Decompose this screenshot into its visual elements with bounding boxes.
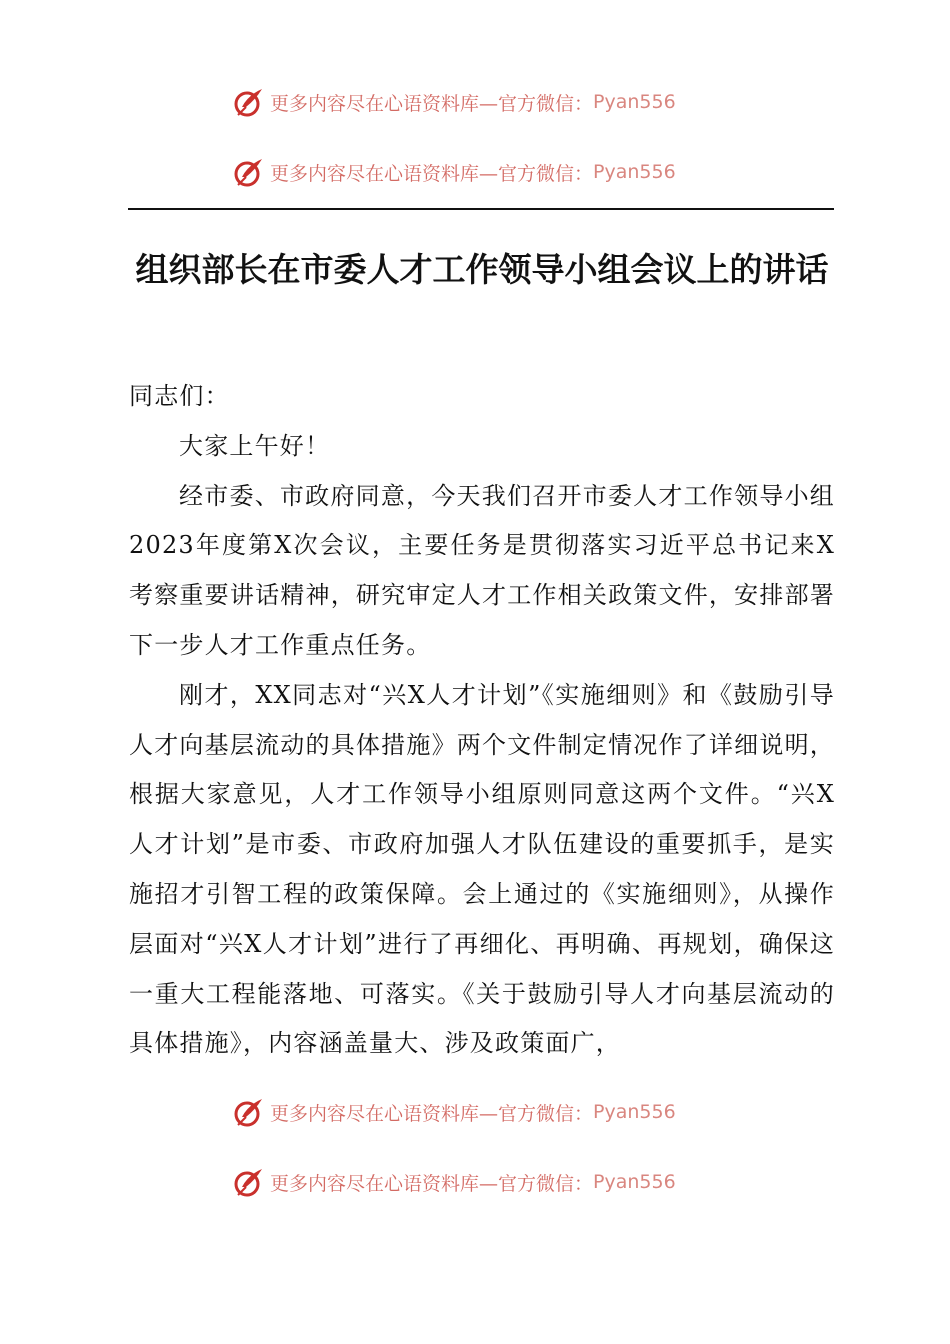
header-divider — [128, 208, 834, 210]
paragraph: 刚才，XX同志对“兴X人才计划”《实施细则》和《鼓励引导人才向基层流动的具体措施》两个文件制定情况作了详细说明，根据大家意见，人才工作领导小组原则同意这两个文件。“兴X人才计划”是市委、市政府加强人才队伍建设的重要抓手，是实施招才引智工程的政策保障。会上通过的《实施细则》，从操作层面对“兴X人才计划”进行了再细化、再明确、再规划，确保这一重大工程能落地、可落实。《关于鼓励引导人才向基层流动的具体措施》，内容涵盖量大、涉及政策面广， — [129, 680, 835, 1058]
paragraph: 经市委、市政府同意，今天我们召开市委人才工作领导小组2023年度第X次会议，主要任务是贯彻落实习近平总书记来X考察重要讲话精神，研究审定人才工作相关政策文件，安排部署下一步人才工作重点任务。 — [129, 481, 835, 659]
watermark-wechat-id: Pyan556 — [593, 1101, 676, 1123]
watermark-wechat-id: Pyan556 — [593, 91, 676, 113]
salutation: 同志们： — [129, 382, 230, 410]
watermark-text: 更多内容尽在心语资料库—官方微信： — [270, 1172, 594, 1195]
quill-logo-icon — [232, 155, 266, 189]
watermark-banner-bottom-2 — [232, 1162, 752, 1202]
watermark-banner-top-2 — [232, 152, 752, 192]
paragraph: 大家上午好！ — [179, 431, 331, 460]
quill-logo-icon — [232, 1095, 266, 1129]
document-body — [129, 372, 835, 1069]
watermark-banner-top-1 — [232, 82, 752, 122]
watermark-wechat-id: Pyan556 — [593, 161, 676, 183]
watermark-text: 更多内容尽在心语资料库—官方微信： — [270, 92, 594, 115]
quill-logo-icon — [232, 1165, 266, 1199]
watermark-text: 更多内容尽在心语资料库—官方微信： — [270, 1102, 594, 1125]
quill-logo-icon — [232, 85, 266, 119]
document-title: 组织部长在市委人才工作领导小组会议上的讲话 — [135, 250, 829, 289]
watermark-text: 更多内容尽在心语资料库—官方微信： — [270, 162, 594, 185]
watermark-wechat-id: Pyan556 — [593, 1171, 676, 1193]
watermark-banner-bottom-1 — [232, 1092, 752, 1132]
